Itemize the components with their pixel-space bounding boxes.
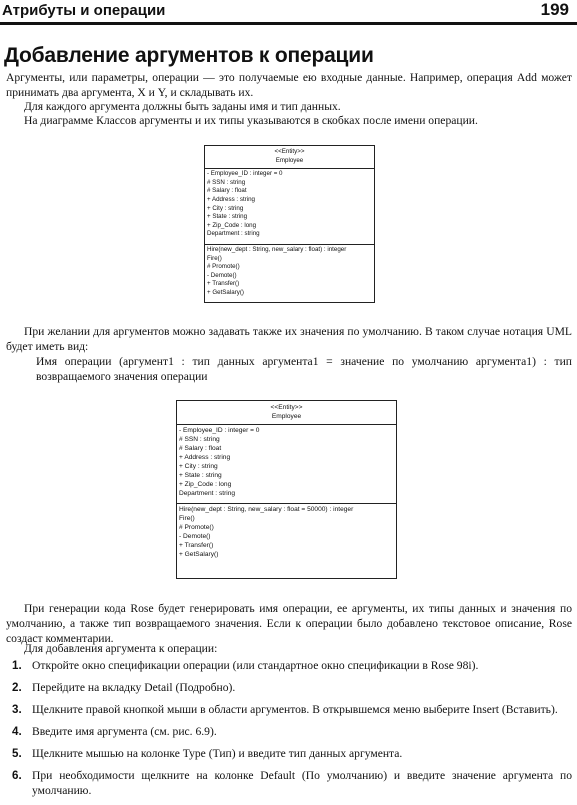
step-number: 6. <box>12 769 22 782</box>
step-item <box>6 746 572 761</box>
step-number: 5. <box>12 747 22 760</box>
uml-attribute: # SSN : string <box>179 436 220 443</box>
uml-attributes <box>205 169 374 245</box>
steps-list <box>6 658 572 805</box>
uml-attribute: Department : string <box>207 230 260 238</box>
uml-attribute: # SSN : string <box>207 178 246 186</box>
step-text: Щелкните правой кнопкой мыши в области аргументов. В открывшемся меню выберите Insert (Вставить). <box>32 703 558 716</box>
paragraph-default-values: При желании для аргументов можно задавать также их значения по умолчанию. В таком случае нотация UML будет иметь вид: <box>6 325 572 353</box>
step-number: 4. <box>12 725 22 738</box>
uml-operation: # Promote() <box>179 524 214 531</box>
uml-attribute: # Salary : float <box>179 445 222 452</box>
running-title: Атрибуты и операции <box>2 2 166 19</box>
uml-operations <box>205 245 374 301</box>
uml-class-name: Employee <box>275 156 304 164</box>
uml-attribute: + Address : string <box>207 195 255 203</box>
page-header <box>0 0 577 25</box>
step-item <box>6 702 572 717</box>
uml-operation: + Transfer() <box>179 542 214 549</box>
uml-attribute: + City : string <box>207 204 244 212</box>
step-item <box>6 768 572 798</box>
paragraph-intro: Аргументы, или параметры, операции — это получаемые ею входные данные. Например, операция Add может принимать два аргумента, X и Y, и складывать их. <box>6 71 572 99</box>
step-text: При необходимости щелкните на колонке Default (По умолчанию) и введите значение аргумента по умолчанию. <box>32 769 572 797</box>
uml-operation: Hire(new_dept : String, new_salary : float = 50000) : integer <box>179 506 354 513</box>
step-number: 3. <box>12 703 22 716</box>
uml-operation: # Promote() <box>207 263 240 271</box>
step-text: Щелкните мышью на колонке Type (Тип) и введите тип данных аргумента. <box>32 747 403 760</box>
step-text: Откройте окно спецификации операции (или стандартное окно спецификации в Rose 98i). <box>32 659 479 672</box>
uml-attribute: + State : string <box>207 213 248 221</box>
step-text: Перейдите на вкладку Detail (Подробно). <box>32 681 236 694</box>
uml-attributes <box>177 425 396 504</box>
paragraph-class-diagram: На диаграмме Классов аргументы и их типы указываются в скобках после имени операции. <box>24 114 478 127</box>
paragraph-steps-intro: Для добавления аргумента к операции: <box>24 642 218 655</box>
step-item <box>6 680 572 695</box>
uml-attribute: - Employee_ID : integer = 0 <box>179 427 260 434</box>
paragraph-code-generation: При генерации кода Rose будет генерировать имя операции, ее аргументы, их типы данных и значения по умолчанию, а также тип возвращаемого значения. Если к операции было добавлено текстовое описание, Rose создаст комментарии. <box>6 602 572 645</box>
uml-operation: + GetSalary() <box>179 551 219 558</box>
uml-class-diagram-1 <box>204 145 375 303</box>
uml-attribute: + Zip_Code : long <box>179 481 232 488</box>
uml-attribute: - Employee_ID : integer = 0 <box>207 170 283 178</box>
step-item <box>6 658 572 673</box>
uml-attribute: + Address : string <box>179 454 231 461</box>
uml-operation: + GetSalary() <box>207 288 244 296</box>
uml-attribute: + Zip_Code : long <box>207 221 257 229</box>
page-number: 199 <box>540 0 569 19</box>
uml-class-name: Employee <box>271 413 302 420</box>
uml-operation: Fire() <box>179 515 195 522</box>
uml-class-diagram-2 <box>176 400 397 579</box>
uml-stereotype: <<Entity>> <box>274 148 305 155</box>
uml-class-header <box>205 146 374 169</box>
step-text: Введите имя аргумента (см. рис. 6.9). <box>32 725 217 738</box>
uml-attribute: + City : string <box>179 463 218 470</box>
uml-class-header <box>177 401 396 425</box>
uml-attribute: + State : string <box>179 472 222 479</box>
uml-attribute: # Salary : float <box>207 187 247 195</box>
uml-operation: + Transfer() <box>207 280 240 288</box>
uml-operations <box>177 504 396 562</box>
uml-attribute: Department : string <box>179 490 236 497</box>
paragraph-uml-notation: Имя операции (аргумент1 : тип данных аргумента1 = значение по умолчанию аргумента1) : тип возвращаемого значения операции <box>36 355 572 383</box>
uml-operation: - Demote() <box>179 533 211 540</box>
uml-operation: Hire(new_dept : String, new_salary : float) : integer <box>207 245 347 253</box>
step-number: 1. <box>12 659 22 672</box>
step-number: 2. <box>12 681 22 694</box>
uml-operation: - Demote() <box>207 271 237 279</box>
paragraph-name-type: Для каждого аргумента должны быть заданы имя и тип данных. <box>24 100 341 113</box>
step-item <box>6 724 572 739</box>
uml-stereotype: <<Entity>> <box>270 404 303 411</box>
uml-operation: Fire() <box>207 254 222 262</box>
section-title: Добавление аргументов к операции <box>4 44 374 67</box>
